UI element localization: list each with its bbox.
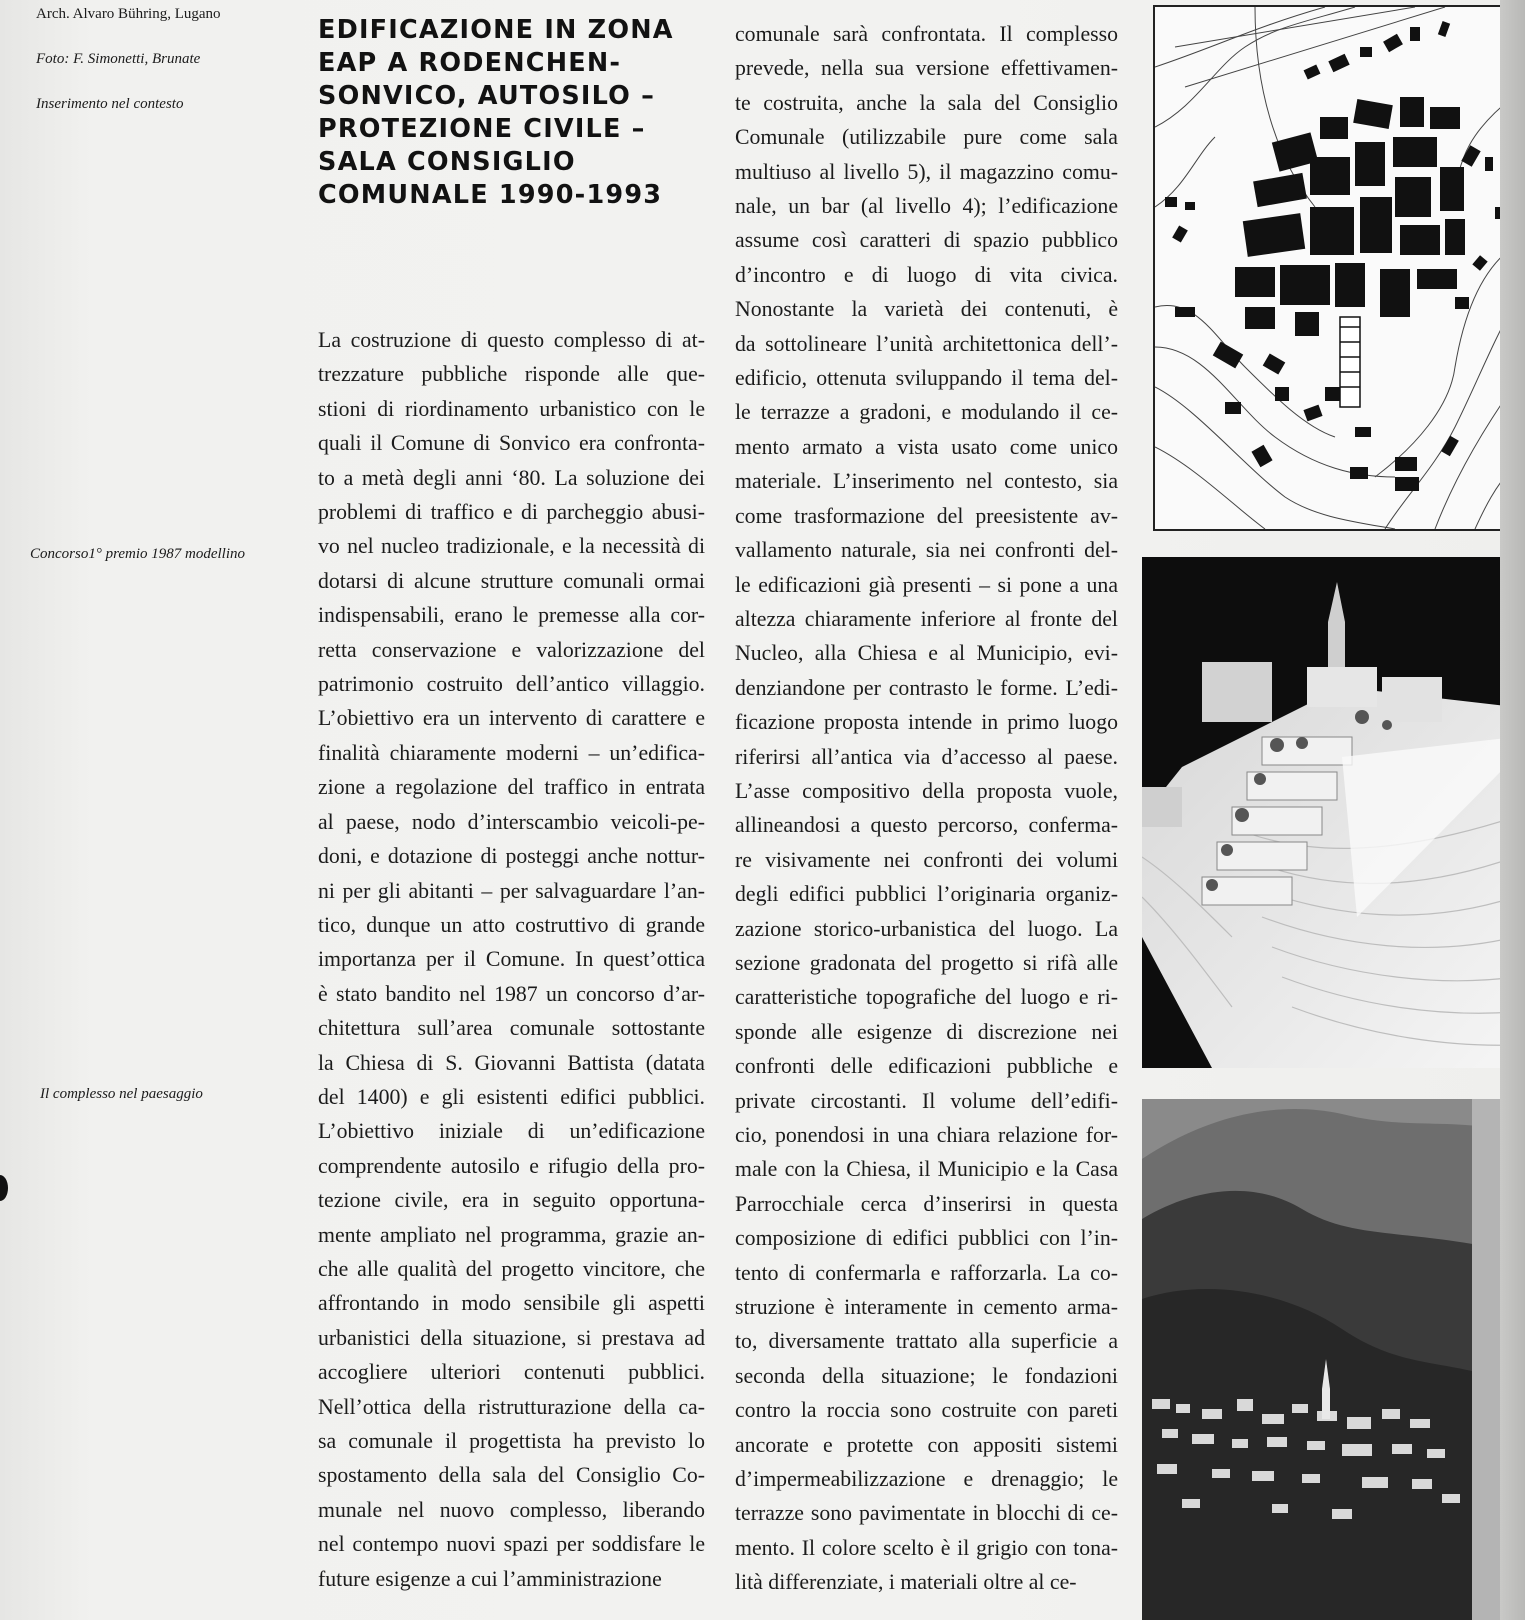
model-photo-drawing [1142, 557, 1515, 1068]
text-line: zione a regolazione del traffico in entrata [318, 775, 705, 800]
landscape-photo-drawing [1142, 1099, 1500, 1620]
title-line: SALA CONSIGLIO [318, 147, 576, 177]
text-line: patrimonio costruito dell’antico villaggio. [318, 672, 705, 697]
text-line: comunale sarà confrontata. Il complesso [735, 22, 1118, 46]
text-line: multiuso al livello 5), il magazzino comu- [735, 159, 1118, 184]
article-title [318, 14, 698, 212]
text-line: nale, un bar (al livello 4); l’edificazione [735, 194, 1118, 219]
text-line: lità differenziate, i materiali oltre al ce- [735, 1570, 1077, 1595]
text-line: allineandosi a questo percorso, conferma- [735, 813, 1118, 838]
text-line: finalità chiaramente moderni – un’edifica- [318, 740, 705, 765]
text-line: accogliere ulteriori contenuti pubblici. [318, 1360, 705, 1385]
text-line: cio, ponendosi in una chiara relazione for- [735, 1123, 1118, 1147]
title-line: EDIFICAZIONE IN ZONA [318, 15, 674, 45]
text-line: sa comunale il progettista ha previsto lo [318, 1429, 705, 1453]
text-line: prevede, nella sua versione effettivamen- [735, 56, 1118, 81]
text-line: mento armato a vista usato come unico [735, 434, 1118, 459]
title-line: COMUNALE 1990-1993 [318, 180, 663, 210]
text-line: private circostanti. Il volume dell’edifi- [735, 1088, 1118, 1113]
title-line: SONVICO, AUTOSILO – [318, 81, 656, 111]
text-line: materiale. L’inserimento nel contesto, sia [735, 469, 1118, 494]
text-line: terrazze sono pavimentate in blocchi di ce- [735, 1501, 1118, 1526]
text-line: La costruzione di questo complesso di at- [318, 328, 705, 352]
text-line: al paese, nodo d’interscambio veicoli-pe- [318, 809, 705, 834]
text-line: to a metà degli anni ‘80. La soluzione dei [318, 465, 705, 490]
text-line: che alle qualità del progetto vincitore, che [318, 1256, 705, 1281]
text-line: L’obiettivo iniziale di un’edificazione [318, 1119, 705, 1144]
text-line: le terrazze a gradoni, e modulando il ce- [735, 400, 1118, 425]
caption-context: Inserimento nel contesto [36, 96, 184, 112]
text-line: problemi di traffico e di parcheggio abusi- [318, 500, 705, 525]
text-line: da sottolineare l’unità architettonica dell’- [735, 331, 1118, 356]
text-line: vo nel nucleo tradizionale, e la necessità di [318, 534, 705, 559]
text-line: sezione gradonata del progetto si rifà alle [735, 950, 1118, 975]
text-line: tezione civile, era in seguito opportuna- [318, 1188, 705, 1213]
text-line: d’incontro e di luogo di vita civica. [735, 262, 1118, 287]
caption-author: Arch. Alvaro Bühring, Lugano [36, 6, 221, 22]
contest-model-photo [1142, 557, 1515, 1068]
text-line: spostamento della sala del Consiglio Co- [318, 1463, 705, 1488]
text-line: quali il Comune di Sonvico era confronta- [318, 431, 705, 456]
text-line: affrontando in modo sensibile gli aspetti [318, 1291, 705, 1316]
text-line: Parrocchiale cerca d’inserirsi in questa [735, 1191, 1118, 1216]
text-line: del 1400) e gli esistenti edifici pubblici. [318, 1084, 705, 1109]
text-column-1 [318, 323, 705, 1596]
text-line: trezzature pubbliche risponde alle que- [318, 362, 705, 387]
site-plan-drawing [1155, 7, 1513, 529]
text-line: le edificazioni già presenti – si pone a una [735, 572, 1118, 597]
text-line: mente ampliato nel programma, grazie an- [318, 1222, 705, 1247]
text-line: re visivamente nei confronti dei volumi [735, 847, 1118, 872]
text-line: chitettura sull’area comunale sottostante [318, 1016, 705, 1041]
text-line: indispensabili, erano le premesse alla cor- [318, 603, 705, 628]
text-line: nel contempo nuovi spazi per soddisfare le [318, 1532, 705, 1557]
text-line: edificio, ottenuta sviluppando il tema del- [735, 366, 1118, 391]
text-line: Nell’ottica della ristrutturazione della ca- [318, 1394, 705, 1419]
text-line: seconda della situazione; le fondazioni [735, 1363, 1118, 1388]
landscape-photo [1142, 1099, 1500, 1620]
text-line: degli edifici pubblici l’originaria organiz- [735, 882, 1118, 907]
text-line: caratteristiche topografiche del luogo e ri- [735, 985, 1118, 1010]
text-line: Comunale (utilizzabile pure come sala [735, 125, 1118, 150]
text-line: dotarsi di alcune strutture comunali ormai [318, 568, 705, 593]
text-line: Nonostante la varietà dei contenuti, è [735, 297, 1118, 322]
text-line: struzione è interamente in cemento arma- [735, 1295, 1118, 1320]
text-line: assume così caratteri di spazio pubblico [735, 228, 1118, 253]
title-line: EAP A RODENCHEN- [318, 48, 622, 78]
text-line: altezza chiaramente inferiore al fronte del [735, 606, 1118, 631]
text-line: munale nel nuovo complesso, liberando [318, 1497, 705, 1522]
text-line: tento di confermarla e rafforzarla. La co- [735, 1260, 1118, 1285]
text-line: contro la roccia sono costruite con pareti [735, 1398, 1118, 1423]
text-line: d’impermeabilizzazione e drenaggio; le [735, 1467, 1118, 1492]
site-plan-figure [1153, 5, 1515, 531]
text-line: urbanistici della situazione, si prestava ad [318, 1325, 705, 1350]
text-line: zazione storico-urbanistica del luogo. La [735, 916, 1118, 941]
caption-photo-credit: Foto: F. Simonetti, Brunate [36, 51, 201, 67]
caption-contest-model: Concorso1° premio 1987 modellino [30, 546, 246, 562]
text-line: ancorate e protette con appositi sistemi [735, 1432, 1118, 1457]
text-line: vallamento naturale, sia nei confronti del- [735, 538, 1118, 563]
text-line: ficazione proposta intende in primo luogo [735, 710, 1118, 735]
text-line: confronti delle edificazioni pubbliche e [735, 1054, 1118, 1079]
text-line: importanza per il Comune. In quest’ottica [318, 947, 705, 972]
text-line: ni per gli abitanti – per salvaguardare l’an- [318, 878, 705, 903]
text-line: to, diversamente trattato alla superficie a [735, 1329, 1118, 1354]
text-line: Nucleo, alla Chiesa e al Municipio, evi- [735, 641, 1118, 666]
text-line: tico, dunque un atto costruttivo di grande [318, 912, 705, 937]
page-edge-shadow [1500, 0, 1525, 1620]
title-line: PROTEZIONE CIVILE – [318, 114, 646, 144]
text-line: doni, e dotazione di posteggi anche nottur- [318, 844, 705, 869]
text-line: stioni di riordinamento urbanistico con le [318, 396, 705, 421]
caption-landscape: Il complesso nel paesaggio [40, 1086, 203, 1102]
text-line: comprendente autosilo e rifugio della pro- [318, 1153, 705, 1178]
text-line: sponde alle esigenze di discrezione nei [735, 1019, 1118, 1044]
text-line: te costruita, anche la sala del Consiglio [735, 90, 1118, 115]
text-line: L’obiettivo era un intervento di carattere e [318, 706, 705, 731]
text-line: future esigenze a cui l’amministrazione [318, 1566, 662, 1591]
text-line: riferirsi all’antica via d’accesso al paese. [735, 744, 1118, 769]
text-line: mento. Il colore scelto è il grigio con tona- [735, 1535, 1118, 1560]
text-line: come trasformazione del preesistente av- [735, 503, 1118, 528]
text-line: composizione di edifici pubblici con l’in- [735, 1226, 1118, 1251]
text-line: retta conservazione e valorizzazione del [318, 637, 705, 662]
text-column-2 [735, 17, 1118, 1600]
text-line: denziandone per contrasto le forme. L’edi- [735, 675, 1118, 700]
text-line: male con la Chiesa, il Municipio e la Casa [735, 1157, 1118, 1182]
text-line: L’asse compositivo della proposta vuole, [735, 778, 1118, 803]
text-line: è stato bandito nel 1987 un concorso d’ar- [318, 981, 705, 1006]
text-line: la Chiesa di S. Giovanni Battista (datata [318, 1050, 705, 1075]
